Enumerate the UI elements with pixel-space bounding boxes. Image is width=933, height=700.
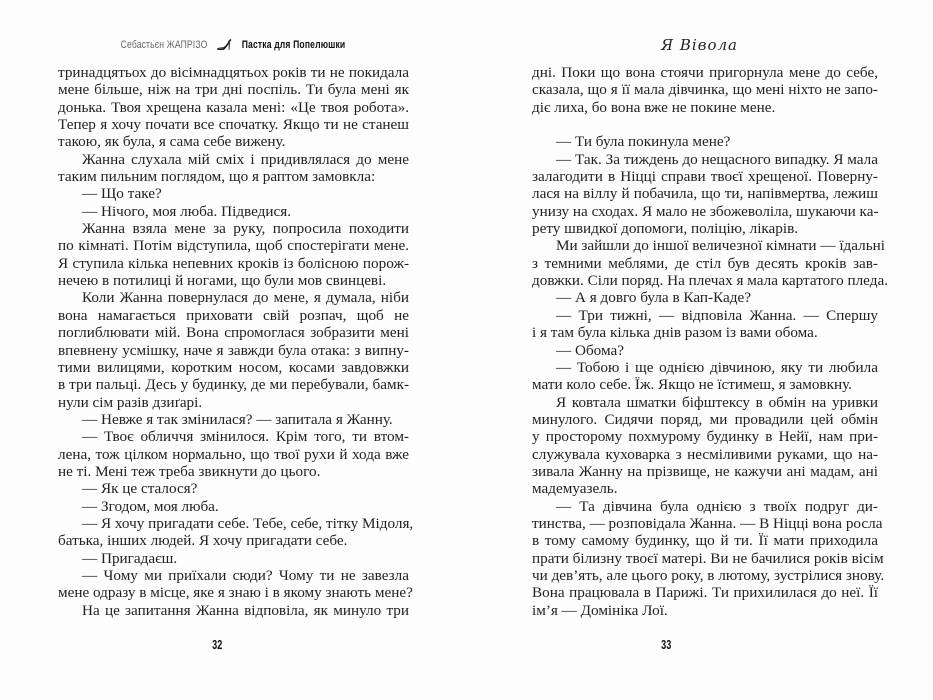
paragraph bbox=[532, 307, 878, 342]
paragraph bbox=[532, 289, 878, 306]
text-line: вона намагається приховати свій розпач, щоб не bbox=[58, 306, 409, 324]
paragraph bbox=[58, 602, 409, 619]
text-line: в тому самому будинку, що й ти. Її мати приходила bbox=[532, 532, 878, 550]
text-line: Я ковтала шматки біфштексу в обмін на уривки bbox=[556, 393, 878, 411]
text-line: не ті. Мені теж треба звикнути до цього. bbox=[58, 462, 321, 480]
text-line: лася на віллу й побачила, що ти, напівмертва, лежиш bbox=[532, 185, 878, 203]
text-line: батька, інших людей. Я хочу пригадати себе. bbox=[58, 532, 348, 550]
text-line: чи дев’ять, але цього року, в лютому, зустрілися знову. bbox=[532, 566, 885, 584]
text-line: — Та дівчина була однією з твоїх подруг ди- bbox=[556, 497, 878, 515]
text-line: Жанна слухала мій сміх і придивлялася до мене bbox=[82, 150, 409, 168]
text-line: — Як це сталося? bbox=[82, 480, 198, 498]
text-line: поглиблювати мій. Вона спромоглася зобразити мені bbox=[58, 324, 409, 342]
text-line: тими вилицями, коротким носом, косами завдовжки bbox=[58, 358, 409, 376]
paragraph bbox=[532, 394, 878, 498]
text-line: — Згодом, моя люба. bbox=[82, 497, 219, 515]
text-line: довжки. Сіли поряд. На плечах я мала картатого пледа. bbox=[532, 272, 888, 290]
header-author: Себастьєн ЖАПРІЗО bbox=[120, 38, 208, 51]
paragraph bbox=[58, 480, 409, 497]
paragraph bbox=[58, 203, 409, 220]
text-line: мене більше, ніж на три дні поспіль. Ти була мені як bbox=[58, 81, 409, 99]
header-book-title: Пастка для Попелюшки bbox=[241, 38, 346, 51]
text-line: — Нічого, моя люба. Підведися. bbox=[82, 202, 292, 220]
running-header-left bbox=[51, 38, 414, 51]
text-line: — Невже я так змінилася? — запитала я Жанну. bbox=[82, 410, 393, 428]
text-line: донька. Твоя хрещена казала мені: «Це твоя робота». bbox=[58, 98, 409, 116]
text-line: мати коло себе. Їж. Якщо не їстимеш, я замовкну. bbox=[532, 376, 852, 394]
paragraph bbox=[532, 237, 888, 290]
text-line: Коли Жанна повернулася до мене, я думала, ніби bbox=[82, 289, 409, 307]
text-line: — Так. За тиждень до нещасного випадку. Я мала bbox=[556, 150, 878, 168]
running-header-right: Я Вівола bbox=[661, 36, 738, 54]
text-line: нечею в потилиці й ногами, що були мов свинцеві. bbox=[58, 272, 387, 290]
paragraph bbox=[532, 497, 885, 619]
text-line: у просторому похмурому будинку в Нейї, нам при- bbox=[532, 428, 878, 446]
paragraph bbox=[58, 514, 414, 550]
text-line: Я ступила кілька непевних кроків із болісною порож- bbox=[58, 254, 409, 272]
text-line: з темними меблями, де стіл був десять кроків зав- bbox=[532, 254, 878, 272]
paragraph bbox=[532, 133, 878, 150]
text-line: Вона працювала в Парижі. Ти прихилилася до неї. Її bbox=[532, 584, 878, 602]
text-line: зивала Жанну на прізвище, не кажучи ані мадам, ані bbox=[532, 462, 878, 480]
text-line: — Ти була покинула мене? bbox=[556, 133, 731, 151]
text-line: рету швидкої допомоги, поліцію, лікарів. bbox=[532, 220, 799, 238]
text-line: — Я хочу пригадати себе. Тебе, себе, тітку Мідоля, bbox=[82, 514, 414, 532]
paragraph bbox=[58, 428, 409, 480]
text-line: На це запитання Жанна відповіла, як минуло три bbox=[82, 601, 409, 619]
text-line: впевнену усмішку, наче я завжди була отака: з випну- bbox=[58, 341, 409, 359]
paragraph bbox=[532, 64, 878, 116]
text-line: Тепер я хочу почати все спочатку. Якщо ти не станеш bbox=[58, 116, 409, 134]
text-line: тинства, — розповідала Жанна. — В Ніцці вона росла bbox=[532, 514, 883, 532]
text-line: нули сім разів дзиґарі. bbox=[58, 393, 203, 411]
text-line: — Твоє обличчя змінилося. Крім того, ти втом- bbox=[82, 428, 409, 446]
text-line: Ми зайшли до іншої величезної кімнати — їдальні bbox=[556, 237, 886, 255]
text-line: лена, тож цілком нормально, що твої рухи й хода вже bbox=[58, 445, 409, 463]
text-line: діє лиха, бо вона вже не покине мене. bbox=[532, 98, 776, 116]
paragraph bbox=[532, 151, 878, 238]
text-line: — Тобою і ще однією дівчиною, яку ти любила bbox=[556, 358, 878, 376]
paragraph bbox=[58, 151, 409, 186]
text-line: — Що таке? bbox=[82, 185, 162, 203]
text-line: дні. Поки що вона стоячи пригорнула мене до себе, bbox=[532, 64, 878, 81]
text-line: мене одразу в місце, яке я знаю і в якому знають мене? bbox=[58, 584, 413, 602]
text-line: минулого. Сидячи поряд, ми провадили цей обмін bbox=[532, 410, 878, 428]
text-line: Жанна взяла мене за руку, попросила походити bbox=[82, 220, 409, 238]
paragraph bbox=[58, 64, 409, 151]
text-line: унизу на сходах. Я мало не збожеволіла, шукаючи ка- bbox=[532, 202, 879, 220]
text-line: ім’я — Домініка Лої. bbox=[532, 601, 668, 619]
paragraph bbox=[58, 220, 409, 289]
text-line: по кімнаті. Потім відступила, щоб спостерігати мене. bbox=[58, 237, 409, 255]
paragraph bbox=[58, 550, 409, 567]
text-line: — А я довго була в Кап-Каде? bbox=[556, 289, 751, 307]
text-line: і я там була кілька днів разом із вами обома. bbox=[532, 324, 818, 342]
text-line: залагодити в Ніцці справи твоєї хрещеної. Поверну- bbox=[532, 168, 878, 186]
left-page bbox=[0, 0, 466, 700]
high-heel-shoe-icon bbox=[217, 38, 233, 51]
page-number-right: 33 bbox=[661, 637, 672, 652]
text-line: тринадцятьох до вісімнадцятьох років ти не покидала bbox=[58, 64, 409, 81]
text-line: сказала, що я її мала дівчинка, що мені ніхто не запо- bbox=[532, 81, 878, 99]
page-number-left: 32 bbox=[212, 637, 223, 652]
text-line: служувала куховарка з несміливими руками, що на- bbox=[532, 445, 878, 463]
paragraph bbox=[532, 342, 878, 359]
text-line: мадемуазель. bbox=[532, 480, 618, 498]
text-line: в три пальці. Десь у будинку, де ми перебували, бамк- bbox=[58, 376, 409, 394]
text-line: таким пильним поглядом, що я раптом замовкла: bbox=[58, 168, 376, 186]
paragraph bbox=[532, 359, 878, 394]
paragraph bbox=[58, 498, 409, 515]
text-line: прати білизну твоєї матері. Ви не бачилися років вісім bbox=[532, 549, 884, 567]
text-line: — Чому ми приїхали сюди? Чому ти не завезла bbox=[82, 566, 409, 584]
text-line: — Три тижні, — відповіла Жанна. — Спершу bbox=[556, 306, 878, 324]
paragraph bbox=[58, 185, 409, 202]
text-line: — Обома? bbox=[556, 341, 624, 359]
paragraph bbox=[58, 411, 409, 428]
right-page-body-text bbox=[532, 64, 888, 619]
text-line: — Пригадаєш. bbox=[82, 549, 178, 567]
paragraph bbox=[58, 289, 409, 410]
right-page bbox=[466, 0, 933, 700]
text-line: такою, як була, я сама себе вижену. bbox=[58, 133, 286, 151]
paragraph bbox=[58, 566, 413, 602]
left-page-body-text bbox=[58, 64, 414, 619]
